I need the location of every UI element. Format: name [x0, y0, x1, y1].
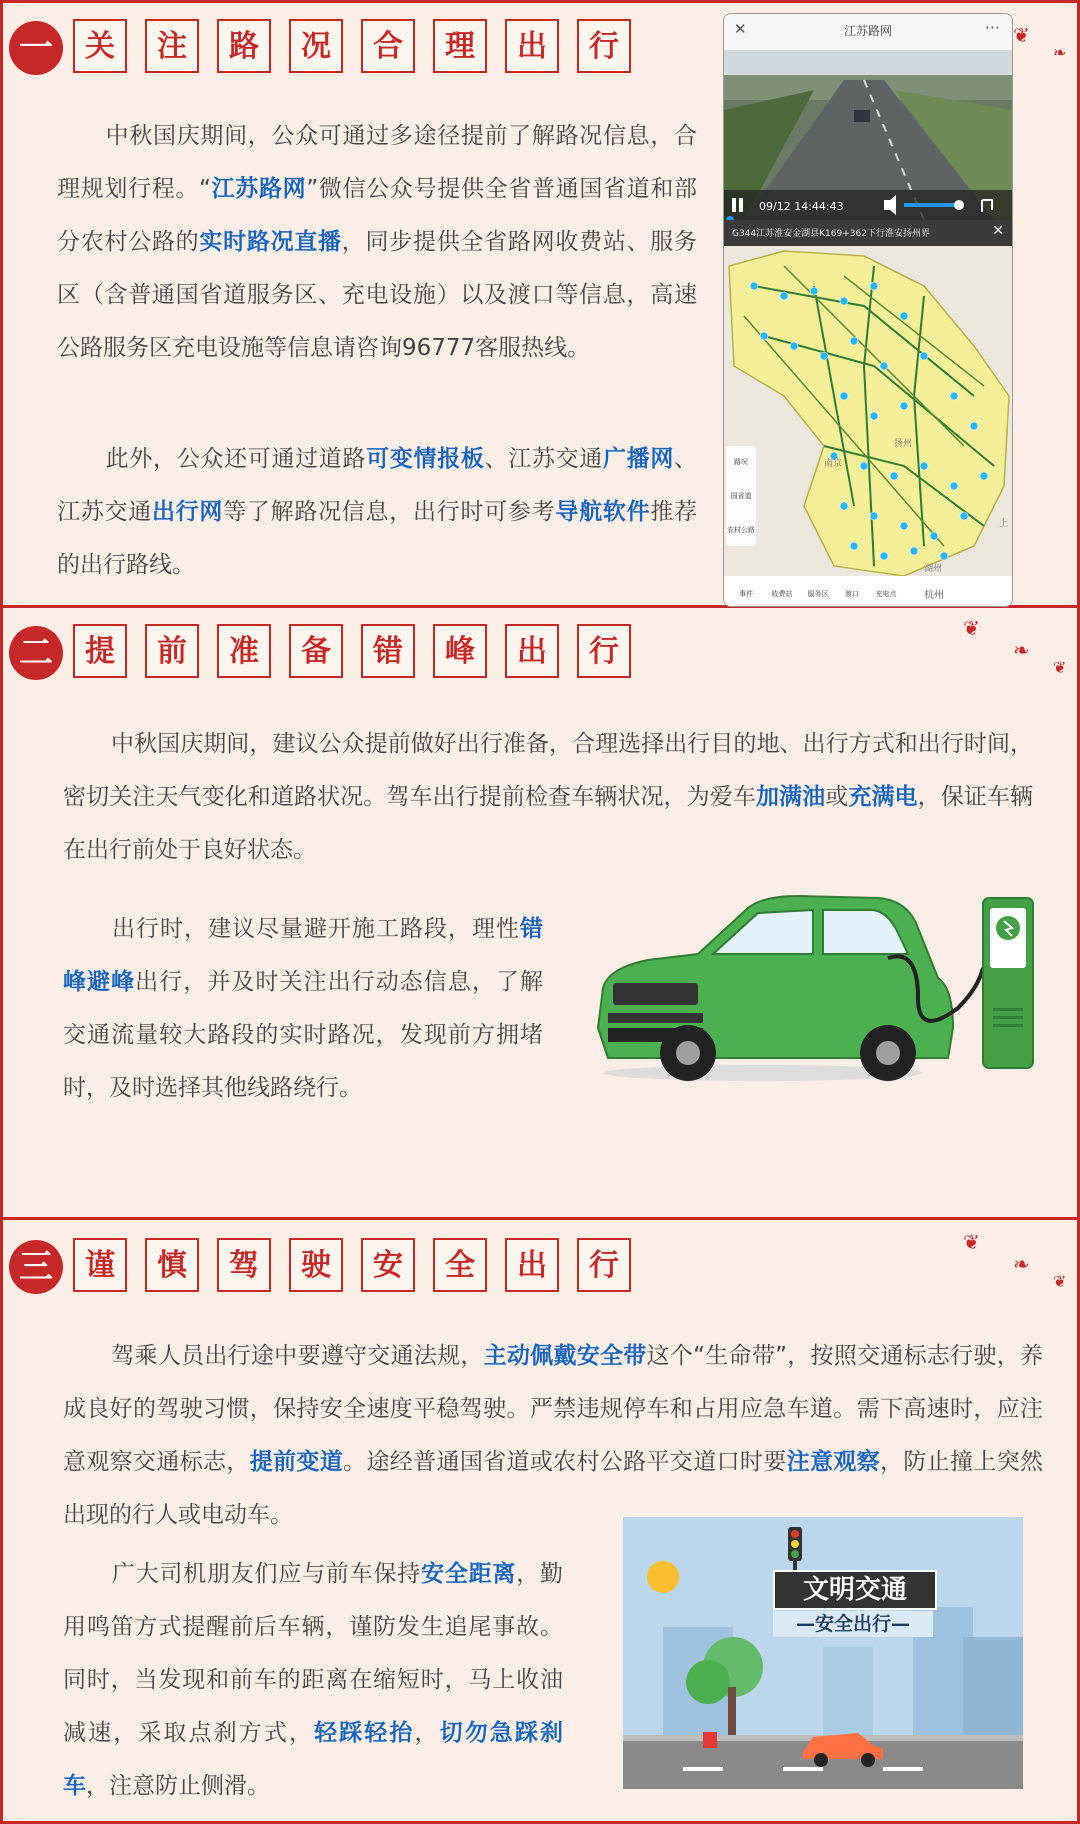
poster-title: 文明交通 [773, 1570, 937, 1610]
title-char: 行 [589, 634, 619, 669]
title-char: 谨 [85, 1248, 115, 1283]
title-char-box [361, 624, 415, 678]
title-char: 峰 [445, 634, 475, 669]
map-side-button: 农村公路 [727, 526, 755, 534]
title-char-box [289, 624, 343, 678]
map-bottom-button: 渡口 [845, 590, 859, 598]
map-label: 上 [999, 519, 1009, 529]
title-char-box [289, 1238, 343, 1292]
paragraph: 中秋国庆期间，公众可通过多途径提前了解路况信息，合理规划行程。“江苏路网”微信公众号提供全省普通国省道和部分农村公路的实时路况直播，同步提供全省路网收费站、服务区（含普通国省道服务区、充电设施）以及渡口等信息，高速公路服务区充电设施等信息请咨询96777客服热线。 [57, 123, 698, 361]
app-title: 江苏路网 [843, 24, 892, 38]
title-char-box [505, 19, 559, 73]
paragraph: 出行时，建议尽量避开施工路段，理性错峰避峰出行，并及时关注出行动态信息，了解交通流量较大路段的实时路况，发现前方拥堵时，及时选择其他线路绕行。 [63, 916, 544, 1101]
bird-decoration-icon: ❦ [1053, 658, 1067, 677]
title-char-box [145, 19, 199, 73]
title-char: 驶 [301, 1248, 331, 1283]
title-char: 行 [589, 29, 619, 64]
title-char-box [145, 1238, 199, 1292]
electric-car-charging-illustration [588, 888, 1038, 1088]
title-char-box [505, 1238, 559, 1292]
camera-caption-bar [724, 220, 1012, 246]
bird-decoration-icon: ❦ [1013, 23, 1030, 47]
title-char-box [217, 1238, 271, 1292]
bird-decoration-icon: ❧ [1053, 43, 1067, 62]
title-char: 提 [85, 634, 115, 669]
title-char-box [433, 624, 487, 678]
title-char: 关 [85, 29, 115, 64]
map-bottom-button: 充电点 [875, 590, 897, 598]
title-char-box [577, 624, 631, 678]
paragraph: 此外，公众还可通过道路可变情报板、江苏交通广播网、江苏交通出行网等了解路况信息，出行时可参考导航软件推荐的出行路线。 [57, 446, 698, 578]
title-char: 安 [373, 1248, 403, 1283]
map-side-button: 国省道 [730, 492, 752, 500]
title-char-box [73, 19, 127, 73]
section-number-badge [9, 21, 63, 75]
title-char: 路 [229, 29, 259, 64]
bird-decoration-icon: ❦ [963, 1230, 980, 1254]
map-label: 湖州 [924, 564, 943, 574]
map-label: 杭州 [924, 590, 944, 601]
map-label: 南京 [824, 459, 843, 469]
title-char: 注 [157, 29, 187, 64]
paragraph: 驾乘人员出行途中要遵守交通法规，主动佩戴安全带这个“生命带”，按照交通标志行驶，养成良好的驾驶习惯，保持安全速度平稳驾驶。严禁违规停车和占用应急车道。需下高速时，应注意观察交通标志，提前变道。途经普通国省道或农村公路平交道口时要注意观察，防止撞上突然出现的行人或电动车。 [63, 1343, 1044, 1528]
more-icon[interactable]: ··· [984, 18, 1000, 37]
title-char-box [217, 19, 271, 73]
title-char: 错 [373, 634, 403, 669]
title-char: 出 [517, 634, 547, 669]
section-1 [3, 3, 1077, 608]
paragraph: 广大司机朋友们应与前车保持安全距离，勤用鸣笛方式提醒前后车辆，谨防发生追尾事故。同时，当发现和前车的距离在缩短时，马上收油减速，采取点刹方式，轻踩轻抬，切勿急踩刹车，注意防止侧滑。 [63, 1561, 564, 1799]
title-char-box [577, 19, 631, 73]
title-char: 备 [301, 634, 331, 669]
close-icon[interactable]: ✕ [992, 223, 1004, 239]
title-char-box [433, 19, 487, 73]
title-char-box [577, 1238, 631, 1292]
title-char-box [433, 1238, 487, 1292]
title-char-box [361, 1238, 415, 1292]
title-char: 出 [517, 1248, 547, 1283]
map-bottom-button: 事件 [739, 590, 753, 598]
title-char-box [361, 19, 415, 73]
traffic-camera-video[interactable] [724, 50, 1012, 220]
title-char-box [145, 624, 199, 678]
bird-decoration-icon: ❦ [963, 616, 980, 640]
section-number: 二 [19, 633, 53, 673]
section-2 [3, 608, 1077, 1220]
camera-caption: G344江苏淮安金湖县K169+362下行淮安扬州界 [732, 229, 930, 239]
section-number: 一 [19, 28, 53, 68]
title-char: 出 [517, 29, 547, 64]
title-char-box [505, 624, 559, 678]
section-3 [3, 1220, 1077, 1821]
phone-screenshot [723, 13, 1013, 607]
map-side-button: 路况 [734, 458, 748, 466]
road-network-map[interactable] [724, 246, 1012, 606]
title-char-box [73, 1238, 127, 1292]
bird-decoration-icon: ❦ [1053, 1272, 1067, 1291]
title-char-box [73, 624, 127, 678]
title-char: 合 [373, 29, 403, 64]
bird-decoration-icon: ❧ [1013, 1252, 1030, 1276]
phone-titlebar [724, 14, 1012, 50]
title-char: 准 [229, 634, 259, 669]
civilized-traffic-poster [623, 1517, 1023, 1789]
section-number-badge [9, 626, 63, 680]
title-char-box [289, 19, 343, 73]
section-number-badge [9, 1240, 63, 1294]
video-timestamp: 09/12 14:44:43 [759, 200, 844, 213]
title-char: 理 [445, 29, 475, 64]
close-icon[interactable]: ✕ [734, 20, 747, 38]
title-char: 前 [157, 634, 187, 669]
title-char: 慎 [157, 1248, 187, 1283]
title-char: 全 [445, 1248, 475, 1283]
title-char-box [217, 624, 271, 678]
bird-decoration-icon: ❧ [1013, 638, 1030, 662]
section-number: 三 [19, 1247, 53, 1287]
map-bottom-button: 服务区 [807, 590, 829, 598]
title-char: 行 [589, 1248, 619, 1283]
title-char: 况 [301, 29, 331, 64]
map-label: 扬州 [894, 439, 913, 449]
title-char: 驾 [229, 1248, 259, 1283]
poster-subtitle: —安全出行— [773, 1611, 933, 1637]
map-bottom-button: 收费站 [771, 590, 793, 598]
paragraph: 中秋国庆期间，建议公众提前做好出行准备，合理选择出行目的地、出行方式和出行时间，密切关注天气变化和道路状况。驾车出行提前检查车辆状况，为爱车加满油或充满电，保证车辆在出行前处于良好状态。 [63, 731, 1034, 863]
